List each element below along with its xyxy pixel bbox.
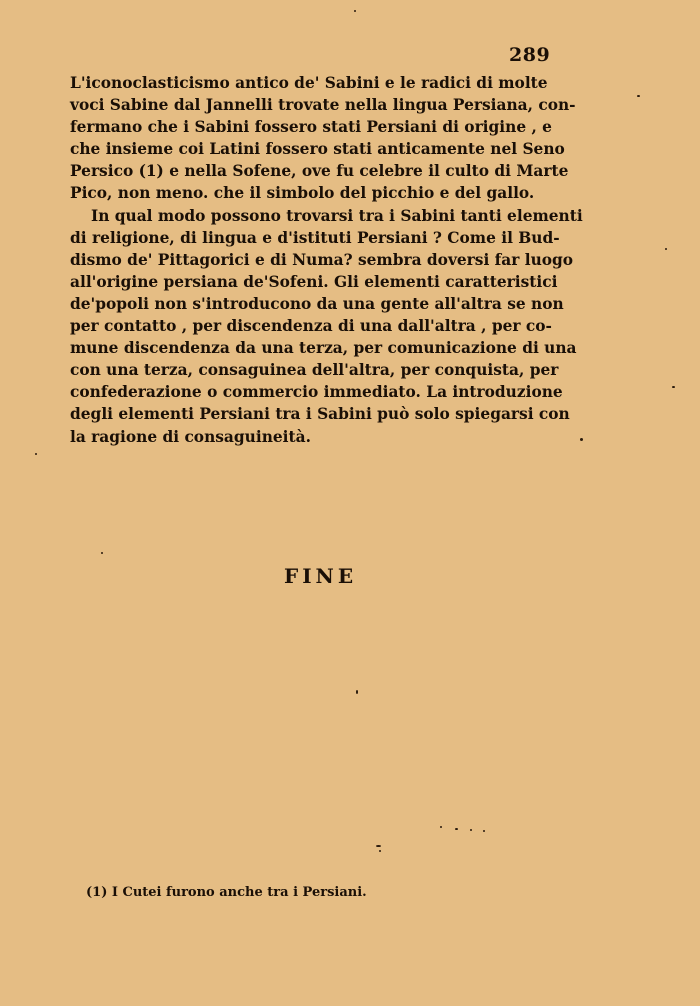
text-line: confederazione o commercio immediato. La introduzione: [70, 383, 563, 402]
text-line: Pico, non meno. che il simbolo del picchio e del gallo.: [70, 184, 535, 203]
text-line: all'origine persiana de'Sofeni. Gli elementi caratteristici: [70, 272, 558, 291]
text-line: de'popoli non s'introducono da una gente all'altra se non: [70, 294, 564, 313]
page-number: 289: [509, 44, 551, 66]
text-line: fermano che i Sabini fossero stati Persiani di origine , e: [70, 118, 552, 137]
text-line: mune discendenza da una terza, per comunicazione di una: [70, 339, 577, 358]
speck: [580, 438, 583, 441]
speck: [665, 248, 667, 250]
text-line: In qual modo possono trovarsi tra i Sabini tanti elementi: [91, 206, 583, 225]
text-line: Persico (1) e nella Sofene, ove fu celebre il culto di Marte: [70, 162, 569, 181]
text-line: di religione, di lingua e d'istituti Persiani ? Come il Bud-: [70, 228, 560, 247]
speck: [455, 828, 458, 830]
speck: [356, 690, 358, 694]
speck: [101, 552, 103, 554]
text-line: che insieme coi Latini fossero stati anticamente nel Seno: [70, 140, 565, 159]
speck: [470, 829, 472, 831]
text-line: la ragione di consaguineità.: [70, 427, 311, 446]
text-line: con una terza, consaguinea dell'altra, per conquista, per: [70, 361, 559, 380]
speck: [376, 845, 381, 847]
speck: [672, 386, 675, 388]
speck: [35, 453, 37, 455]
end-marker: FINE: [284, 564, 358, 588]
body-text: [70, 72, 583, 448]
speck: [354, 10, 356, 12]
speck: [379, 850, 381, 852]
text-line: dismo de' Pittagorici e di Numa? sembra doversi far luogo: [70, 250, 574, 269]
text-line: degli elementi Persiani tra i Sabini può solo spiegarsi con: [70, 405, 570, 424]
footnote: (1) I Cutei furono anche tra i Persiani.: [86, 885, 367, 900]
speck: [483, 830, 485, 832]
speck: [637, 95, 640, 97]
text-line: voci Sabine dal Jannelli trovate nella lingua Persiana, con-: [70, 96, 576, 115]
text-line: per contatto , per discendenza di una dall'altra , per co-: [70, 317, 552, 336]
speck: [440, 826, 442, 828]
text-line: L'iconoclasticismo antico de' Sabini e le radici di molte: [70, 74, 548, 92]
